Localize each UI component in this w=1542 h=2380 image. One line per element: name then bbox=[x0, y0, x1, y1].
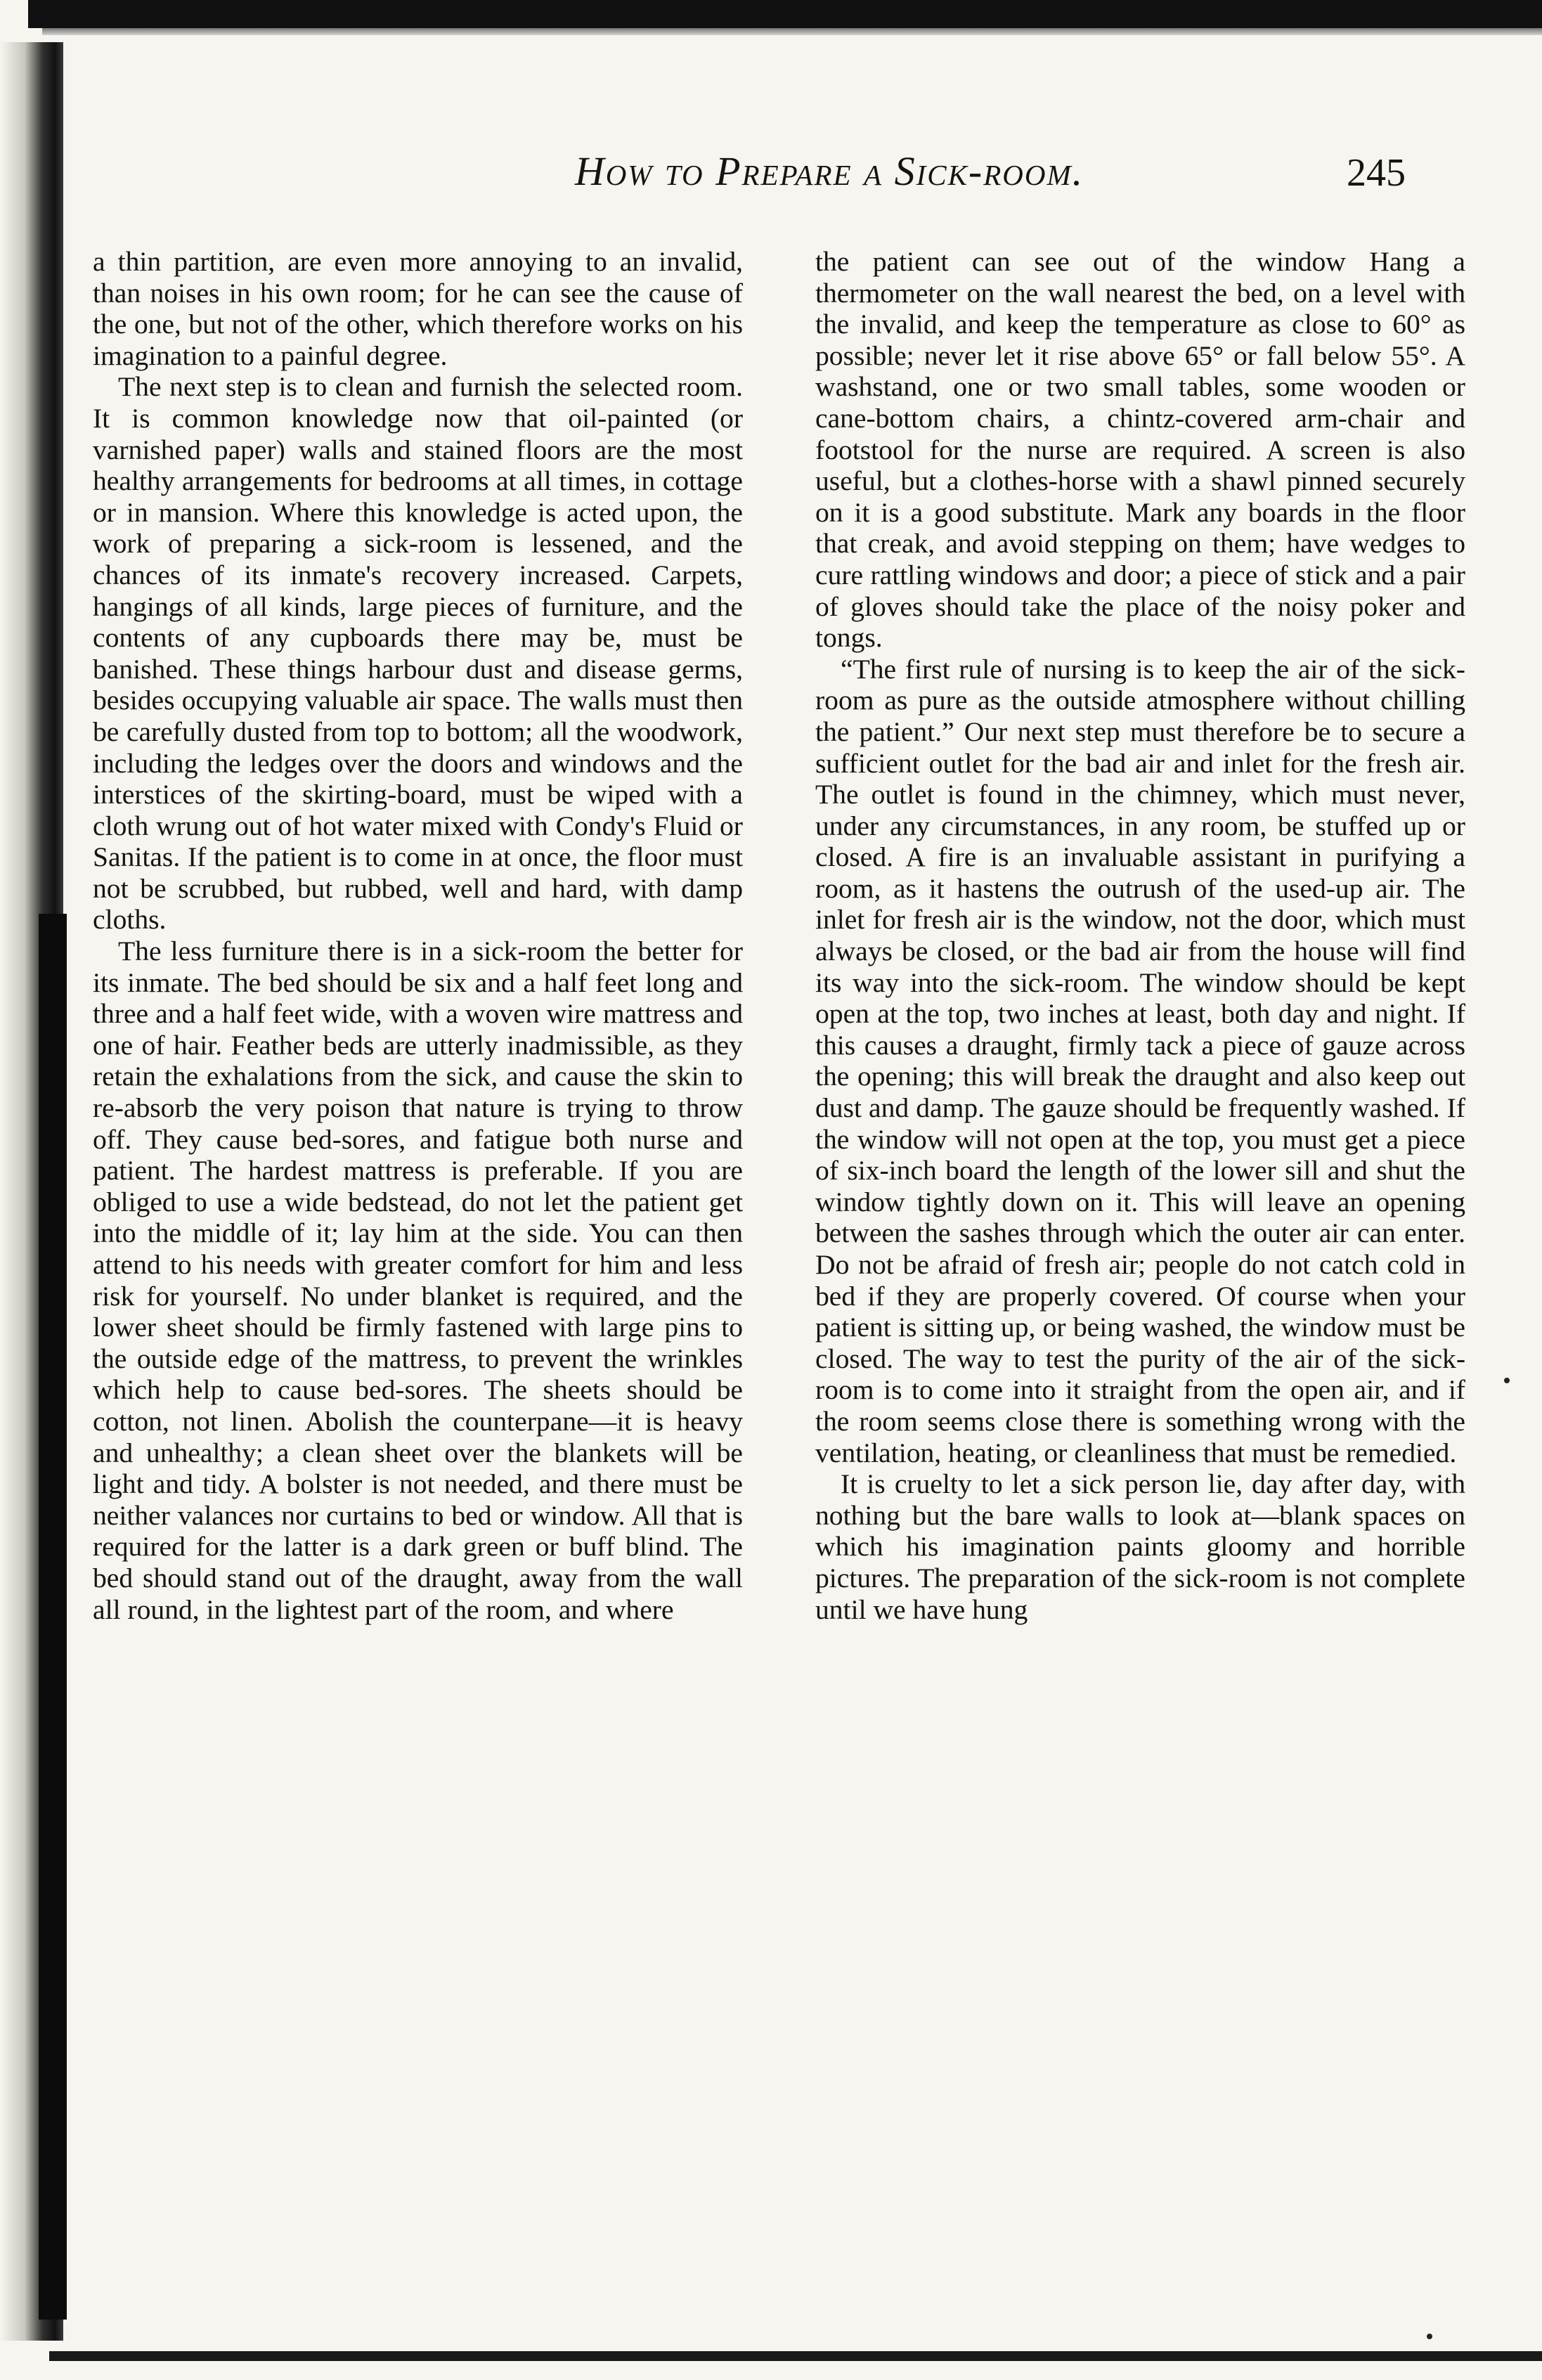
page-number: 245 bbox=[1347, 151, 1406, 195]
speck-mark bbox=[1504, 1378, 1510, 1383]
paragraph: The less furniture there is in a sick-room the better for its inmate. The bed should be six and a half feet long and three and a half feet wide, with a woven wire mattress and one of hair. Feather beds are utterly inadmissible, as they retain the exhalations from the sick, and cause the skin to re-absorb the very poison that nature is trying to throw off. They cause bed-sores, and fatigue both nurse and patient. The hardest mattress is preferable. If you are obliged to use a wide bedstead, do not let the patient get into the middle of it; lay him at the side. You can then attend to his needs with greater comfort for him and less risk for yourself. No under blanket is required, and the lower sheet should be firmly fastened with large pins to the outside edge of the mattress, to prevent the wrinkles which help to cause bed-sores. The sheets should be cotton, not linen. Abolish the counterpane—it is heavy and unhealthy; a clean sheet over the blankets will be light and tidy. A bolster is not needed, and there must be neither valances nor curtains to bed or window. All that is required for the latter is a dark green or buff blind. The bed should stand out of the draught, away from the wall all round, in the lightest part of the room, and where bbox=[93, 936, 743, 1625]
left-column bbox=[93, 246, 743, 1625]
page-binding-edge-dark bbox=[39, 914, 67, 2320]
top-border-shadow bbox=[42, 28, 1542, 35]
speck-mark bbox=[1427, 2334, 1432, 2339]
running-title: How to Prepare a Sick-room. bbox=[574, 148, 1084, 194]
right-column bbox=[815, 246, 1465, 1625]
paragraph: It is cruelty to let a sick person lie, day after day, with nothing but the bare walls to look at—blank spaces on which his imagination paints gloomy and horrible pictures. The preparation of the sick-room is not complete until we have hung bbox=[815, 1468, 1465, 1625]
paragraph: the patient can see out of the window Hang a thermometer on the wall nearest the bed, on a level with the invalid, and keep the temperature as close to 60° as possible; never let it rise above 65° or fall below 55°. A washstand, one or two small tables, some wooden or cane-bottom chairs, a chintz-covered arm-chair and footstool for the nurse are required. A screen is also useful, but a clothes-horse with a shawl pinned securely on it is a good substitute. Mark any boards in the floor that creak, and avoid stepping on them; have wedges to cure rattling windows and door; a piece of stick and a pair of gloves should take the place of the noisy poker and tongs. bbox=[815, 246, 1465, 654]
paragraph: a thin partition, are even more annoying to an invalid, than noises in his own room; for he can see the cause of the one, but not of the other, which therefore works on his imagination to a painful degree. bbox=[93, 246, 743, 371]
page-header bbox=[77, 148, 1441, 204]
bottom-border-rule bbox=[49, 2351, 1542, 2361]
paragraph: The next step is to clean and furnish the selected room. It is common knowledge now that oil-painted (or varnished paper) walls and stained floors are the most healthy arrangements for bedrooms at all times, in cottage or in mansion. Where this knowledge is acted upon, the work of preparing a sick-room is lessened, and the chances of its inmate's recovery increased. Carpets, hangings of all kinds, large pieces of furniture, and the contents of any cupboards there may be, must be banished. These things harbour dust and disease germs, besides occupying valuable air space. The walls must then be carefully dusted from top to bottom; all the woodwork, including the ledges over the doors and windows and the interstices of the skirting-board, must be wiped with a cloth wrung out of hot water mixed with Condy's Fluid or Sanitas. If the patient is to come in at once, the floor must not be scrubbed, but rubbed, well and hard, with damp cloths. bbox=[93, 371, 743, 936]
top-border-rule bbox=[28, 0, 1542, 28]
paragraph: “The first rule of nursing is to keep the air of the sick-room as pure as the outside atmosphere without chilling the patient.” Our next step must therefore be to secure a sufficient outlet for the bad air and inlet for the fresh air. The outlet is found in the chimney, which must never, under any circumstances, in any room, be stuffed up or closed. A fire is an invaluable assistant in purifying a room, as it hastens the outrush of the used-up air. The inlet for fresh air is the window, not the door, which must always be closed, or the bad air from the house will find its way into the sick-room. The window should be kept open at the top, two inches at least, both day and night. If this causes a draught, firmly tack a piece of gauze across the opening; this will break the draught and also keep out dust and damp. The gauze should be frequently washed. If the window will not open at the top, you must get a piece of six-inch board the length of the lower sill and shut the window tightly down on it. This will leave an opening between the sashes through which the outer air can enter. Do not be afraid of fresh air; people do not catch cold in bed if they are properly covered. Of course when your patient is sitting up, or being washed, the window must be closed. The way to test the purity of the air of the sick-room is to come into it straight from the open air, and if the room seems close there is something wrong with the ventilation, heating, or cleanliness that must be remedied. bbox=[815, 653, 1465, 1468]
